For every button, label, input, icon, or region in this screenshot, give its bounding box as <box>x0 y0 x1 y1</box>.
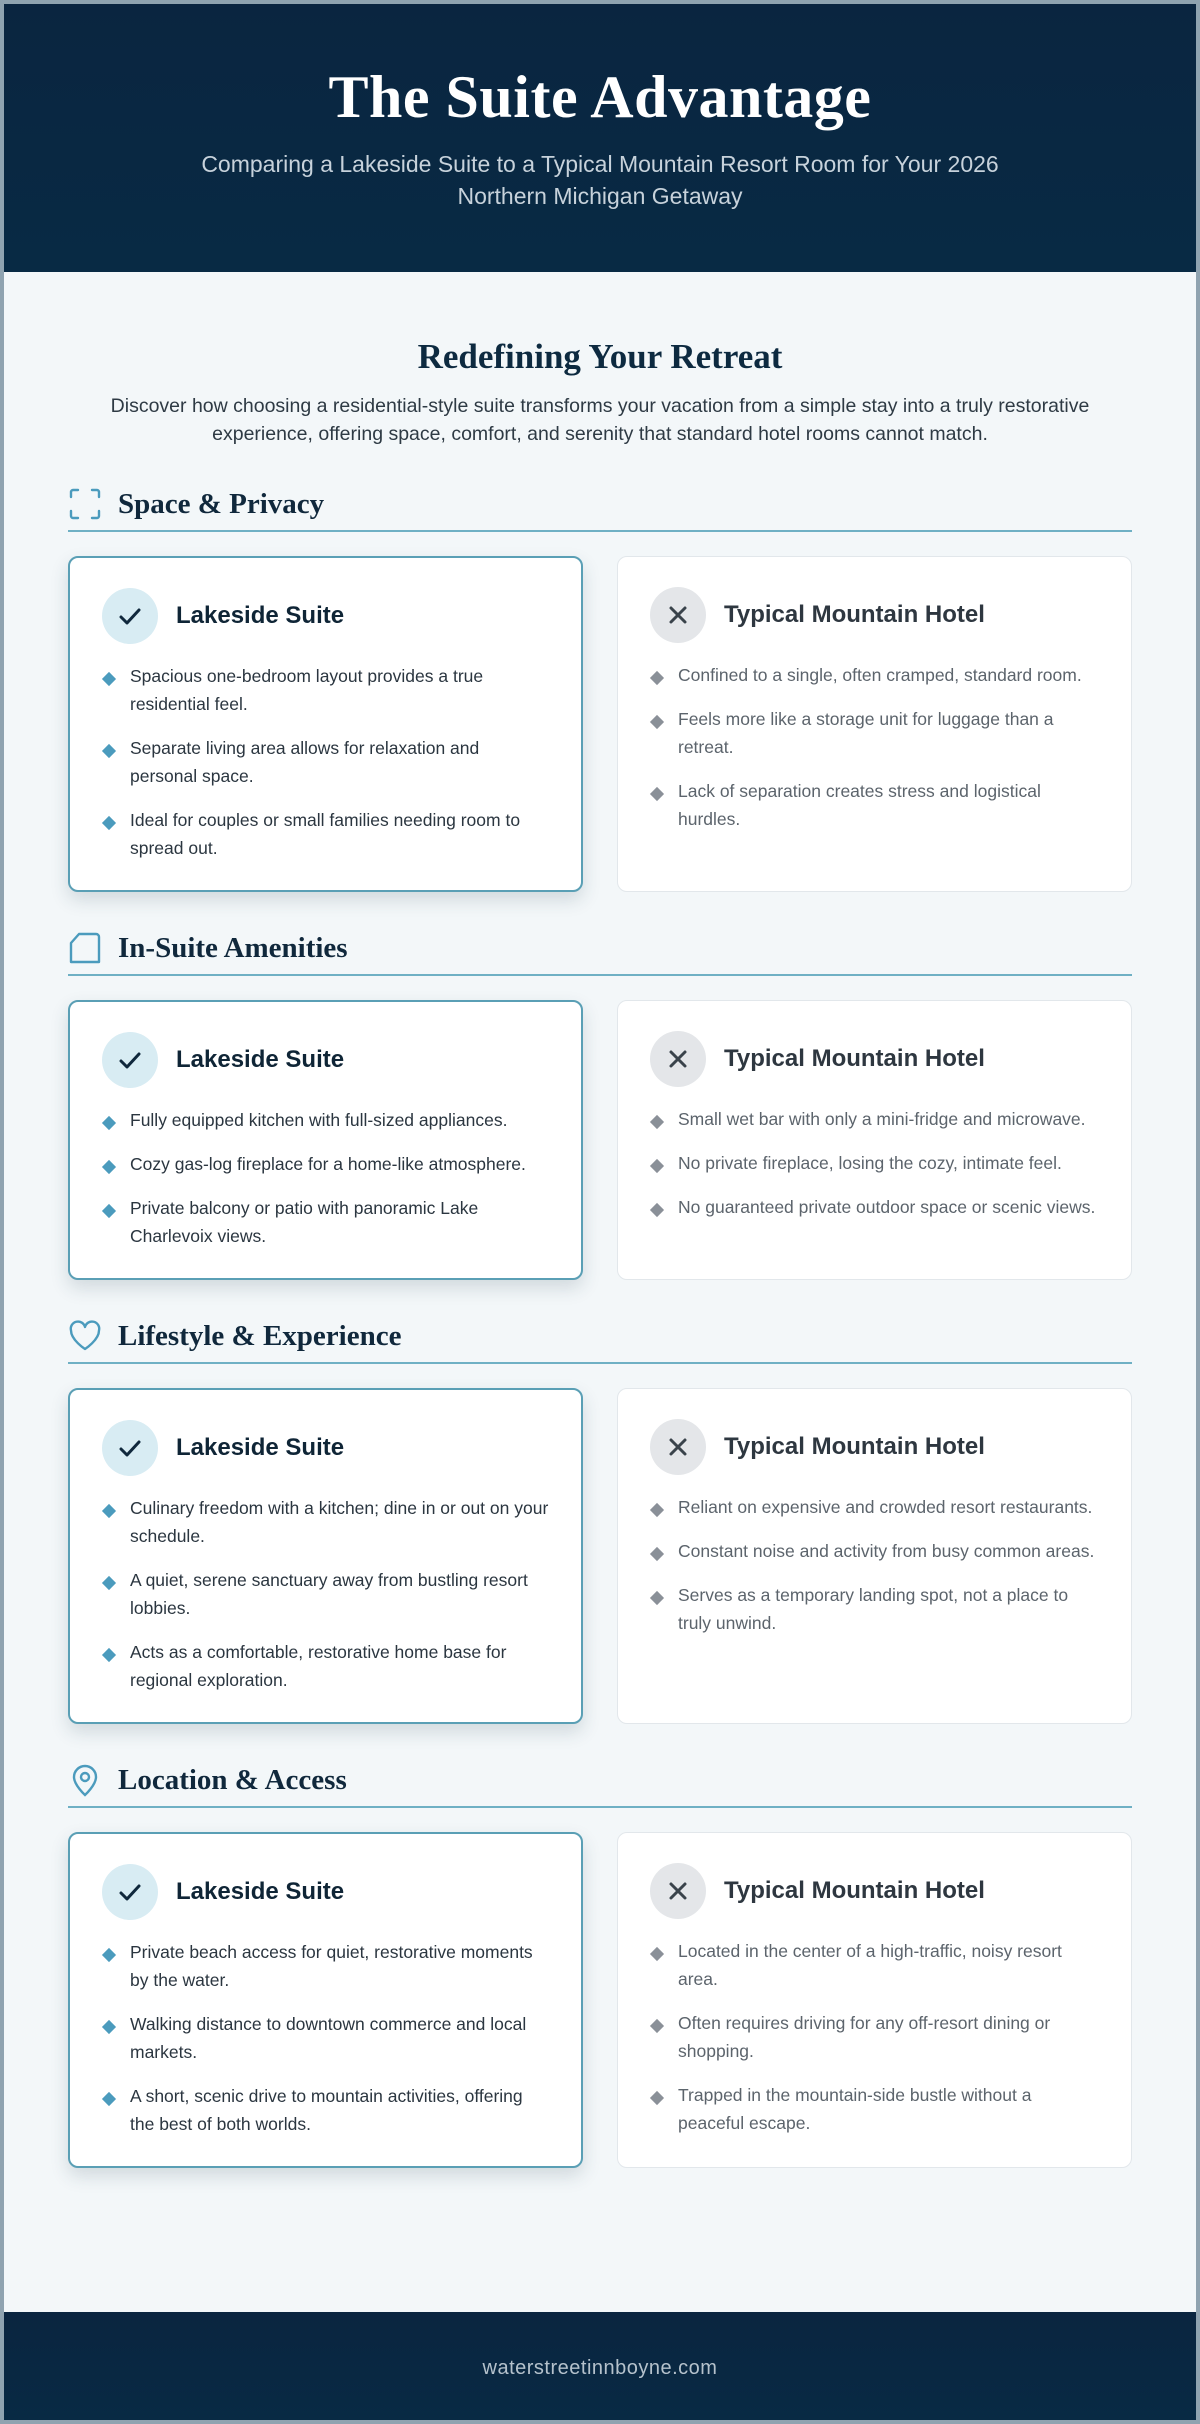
feature-list <box>650 1937 1099 2137</box>
diamond-bullet-icon <box>102 1204 116 1218</box>
list-item <box>650 1937 1099 1993</box>
list-item-text: A quiet, serene sanctuary away from bustling resort lobbies. <box>130 1570 528 1618</box>
list-item <box>102 734 549 790</box>
diamond-bullet-icon <box>102 2020 116 2034</box>
close-icon <box>650 1419 706 1475</box>
diamond-bullet-icon <box>102 1648 116 1662</box>
feature-list <box>650 1105 1099 1221</box>
card-title: Typical Mountain Hotel <box>724 1045 985 1072</box>
card-title: Lakeside Suite <box>176 1878 345 1905</box>
section-title: Lifestyle & Experience <box>118 1319 402 1352</box>
page-title: The Suite Advantage <box>328 64 872 130</box>
list-item <box>650 1581 1099 1637</box>
list-item-text: No private fireplace, losing the cozy, intimate feel. <box>678 1153 1062 1173</box>
suite-card <box>68 1000 583 1280</box>
close-icon <box>650 1863 706 1919</box>
list-item-text: Walking distance to downtown commerce and local markets. <box>130 2014 527 2062</box>
card-title: Lakeside Suite <box>176 1046 345 1073</box>
diamond-bullet-icon <box>650 1115 664 1129</box>
card-title: Typical Mountain Hotel <box>724 1433 985 1460</box>
list-item-text: Private balcony or patio with panoramic Lake Charlevoix views. <box>130 1198 479 1246</box>
card-title: Lakeside Suite <box>176 602 345 629</box>
list-item-text: Lack of separation creates stress and logistical hurdles. <box>678 781 1041 829</box>
card-title: Lakeside Suite <box>176 1434 345 1461</box>
heart-icon <box>68 1319 102 1353</box>
diamond-bullet-icon <box>650 2019 664 2033</box>
section-title: Space & Privacy <box>118 487 325 520</box>
feature-list <box>102 662 549 862</box>
hotel-card <box>617 556 1132 892</box>
card-title: Typical Mountain Hotel <box>724 1877 985 1904</box>
feature-list <box>650 1493 1099 1637</box>
comparison-cards <box>68 556 1132 892</box>
suite-card <box>68 556 583 892</box>
diamond-bullet-icon <box>650 2091 664 2105</box>
section-title: Location & Access <box>118 1763 347 1796</box>
section-2 <box>68 1316 1132 1724</box>
list-item <box>102 1194 549 1250</box>
comparison-cards <box>68 1832 1132 2168</box>
footer-website-link[interactable]: waterstreetinnboyne.com <box>482 2356 718 2379</box>
list-item <box>102 1150 549 1178</box>
list-item <box>102 1494 549 1550</box>
home-outline-icon <box>68 931 102 965</box>
hotel-card <box>617 1832 1132 2168</box>
diamond-bullet-icon <box>102 2092 116 2106</box>
diamond-bullet-icon <box>102 1504 116 1518</box>
list-item-text: Serves as a temporary landing spot, not a place to truly unwind. <box>678 1585 1069 1633</box>
section-header <box>68 928 1132 976</box>
feature-list <box>102 1106 549 1250</box>
intro-section <box>68 272 1132 448</box>
card-header <box>102 1032 549 1088</box>
list-item-text: Private beach access for quiet, restorative moments by the water. <box>130 1942 533 1990</box>
diamond-bullet-icon <box>650 715 664 729</box>
list-item <box>102 662 549 718</box>
close-icon <box>650 587 706 643</box>
list-item-text: Fully equipped kitchen with full-sized appliances. <box>130 1110 508 1130</box>
check-icon <box>102 1864 158 1920</box>
diamond-bullet-icon <box>650 787 664 801</box>
comparison-cards <box>68 1000 1132 1280</box>
feature-list <box>650 661 1099 833</box>
diamond-bullet-icon <box>102 1160 116 1174</box>
list-item <box>102 1566 549 1622</box>
intro-title: Redefining Your Retreat <box>417 337 783 376</box>
diamond-bullet-icon <box>650 1947 664 1961</box>
list-item-text: Cozy gas-log fireplace for a home-like atmosphere. <box>130 1154 526 1174</box>
card-header <box>650 1031 1099 1087</box>
hero-header <box>0 0 1200 272</box>
map-pin-icon <box>68 1763 102 1797</box>
diamond-bullet-icon <box>650 1547 664 1561</box>
card-header <box>650 587 1099 643</box>
close-icon <box>650 1031 706 1087</box>
section-header <box>68 1760 1132 1808</box>
list-item-text: A short, scenic drive to mountain activities, offering the best of both worlds. <box>130 2086 523 2134</box>
list-item <box>102 2082 549 2138</box>
diamond-bullet-icon <box>102 1116 116 1130</box>
section-1 <box>68 928 1132 1280</box>
list-item-text: Reliant on expensive and crowded resort restaurants. <box>678 1497 1093 1517</box>
diamond-bullet-icon <box>102 1576 116 1590</box>
list-item-text: Acts as a comfortable, restorative home base for regional exploration. <box>130 1642 507 1690</box>
page-subtitle: Comparing a Lakeside Suite to a Typical Mountain Resort Room for Your 2026 Northern Michigan Getaway <box>201 151 999 209</box>
diamond-bullet-icon <box>650 1591 664 1605</box>
feature-list <box>102 1494 549 1694</box>
hotel-card <box>617 1388 1132 1724</box>
list-item <box>102 1938 549 1994</box>
list-item-text: No guaranteed private outdoor space or scenic views. <box>678 1197 1096 1217</box>
diamond-bullet-icon <box>650 1503 664 1517</box>
expand-frame-icon <box>68 487 102 521</box>
card-header <box>102 588 549 644</box>
diamond-bullet-icon <box>650 671 664 685</box>
diamond-bullet-icon <box>102 816 116 830</box>
list-item <box>650 1149 1099 1177</box>
list-item-text: Trapped in the mountain-side bustle without a peaceful escape. <box>678 2085 1032 2133</box>
list-item <box>650 1493 1099 1521</box>
section-3 <box>68 1760 1132 2168</box>
card-header <box>650 1419 1099 1475</box>
footer <box>0 2312 1200 2424</box>
list-item-text: Culinary freedom with a kitchen; dine in or out on your schedule. <box>130 1498 549 1546</box>
suite-card <box>68 1832 583 2168</box>
list-item-text: Spacious one-bedroom layout provides a true residential feel. <box>130 666 484 714</box>
diamond-bullet-icon <box>102 744 116 758</box>
card-header <box>650 1863 1099 1919</box>
list-item <box>102 1638 549 1694</box>
section-header <box>68 1316 1132 1364</box>
card-header <box>102 1864 549 1920</box>
list-item-text: Located in the center of a high-traffic, noisy resort area. <box>678 1941 1062 1989</box>
diamond-bullet-icon <box>102 672 116 686</box>
list-item <box>102 1106 549 1134</box>
feature-list <box>102 1938 549 2138</box>
list-item <box>650 705 1099 761</box>
check-icon <box>102 1032 158 1088</box>
list-item <box>650 1193 1099 1221</box>
diamond-bullet-icon <box>650 1203 664 1217</box>
list-item <box>650 2081 1099 2137</box>
list-item <box>102 2010 549 2066</box>
list-item-text: Feels more like a storage unit for luggage than a retreat. <box>678 709 1054 757</box>
section-0 <box>68 484 1132 892</box>
suite-card <box>68 1388 583 1724</box>
section-header <box>68 484 1132 532</box>
hotel-card <box>617 1000 1132 1280</box>
list-item <box>650 1537 1099 1565</box>
card-header <box>102 1420 549 1476</box>
list-item <box>650 661 1099 689</box>
list-item-text: Small wet bar with only a mini-fridge and microwave. <box>678 1109 1086 1129</box>
check-icon <box>102 588 158 644</box>
list-item-text: Separate living area allows for relaxation and personal space. <box>130 738 480 786</box>
list-item-text: Constant noise and activity from busy common areas. <box>678 1541 1095 1561</box>
intro-text: Discover how choosing a residential-style suite transforms your vacation from a simple stay into a truly restorative experience, offering space, comfort, and serenity that standard hotel rooms cannot match. <box>110 395 1090 445</box>
section-title: In-Suite Amenities <box>118 931 348 964</box>
list-item <box>650 1105 1099 1133</box>
comparison-cards <box>68 1388 1132 1724</box>
list-item-text: Ideal for couples or small families needing room to spread out. <box>130 810 521 858</box>
list-item <box>650 777 1099 833</box>
diamond-bullet-icon <box>650 1159 664 1173</box>
card-title: Typical Mountain Hotel <box>724 601 985 628</box>
diamond-bullet-icon <box>102 1948 116 1962</box>
list-item-text: Often requires driving for any off-resort dining or shopping. <box>678 2013 1051 2061</box>
list-item <box>650 2009 1099 2065</box>
main-content <box>0 272 1200 2168</box>
comparison-sections <box>68 484 1132 2168</box>
check-icon <box>102 1420 158 1476</box>
list-item <box>102 806 549 862</box>
list-item-text: Confined to a single, often cramped, standard room. <box>678 665 1082 685</box>
